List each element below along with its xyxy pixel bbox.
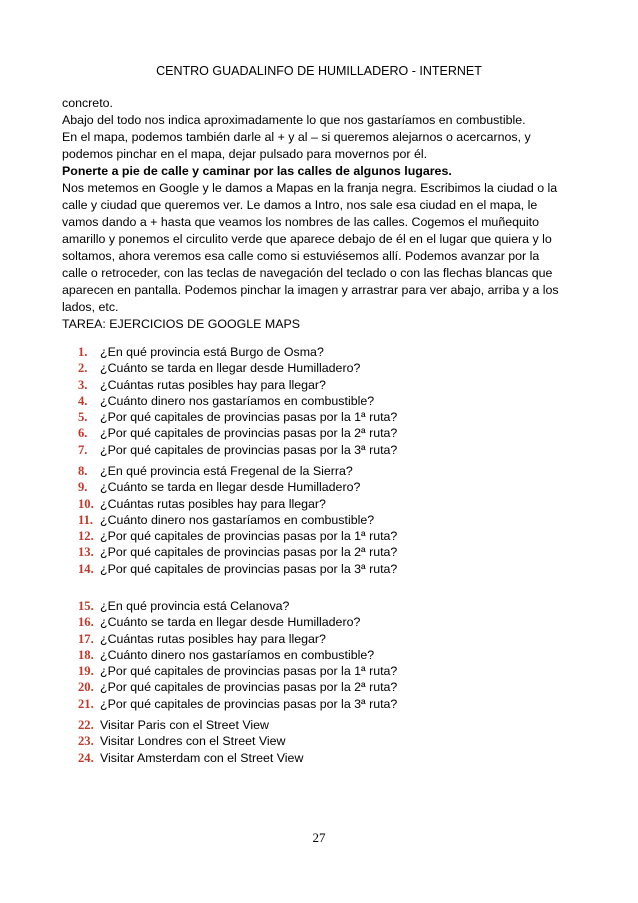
- section-line: amarillo y ponemos el circulito verde que aparece debajo de él en el lugar que quiera y lo: [62, 232, 552, 246]
- item-number: 1.: [78, 345, 88, 359]
- item-text: ¿En qué provincia está Burgo de Osma?: [100, 345, 324, 359]
- item-text: ¿Cuánto dinero nos gastaríamos en combustible?: [100, 393, 375, 408]
- item-text: ¿Por qué capitales de provincias pasas por la 2ª ruta?: [100, 680, 398, 695]
- item-number: 4.: [78, 393, 88, 408]
- page-header: CENTRO GUADALINFO DE HUMILLADERO - INTERNET: [156, 64, 482, 78]
- item-number: 22.: [78, 718, 94, 732]
- item-number: 16.: [78, 615, 94, 630]
- item-number: 2.: [78, 361, 88, 376]
- item-text: ¿Por qué capitales de provincias pasas por la 3ª ruta?: [100, 442, 398, 457]
- section-line: Nos metemos en Google y le damos a Mapas en la franja negra. Escribimos la ciudad o la: [62, 181, 558, 195]
- item-text: ¿Cuánto se tarda en llegar desde Humilladero?: [100, 361, 361, 376]
- question-group-3: [78, 598, 397, 712]
- list-item: [78, 463, 397, 479]
- item-number: 17.: [78, 631, 94, 646]
- item-text: Visitar Paris con el Street View: [100, 718, 269, 732]
- item-number: 5.: [78, 410, 88, 425]
- task-title: TAREA: EJERCICIOS DE GOOGLE MAPS: [62, 317, 300, 331]
- list-item: [78, 631, 397, 647]
- item-number: 3.: [78, 377, 88, 392]
- item-number: 19.: [78, 664, 94, 679]
- list-item: [78, 528, 397, 544]
- list-item: [78, 717, 303, 733]
- list-item: [78, 360, 397, 376]
- item-text: ¿Cuántas rutas posibles hay para llegar?: [100, 496, 326, 511]
- paragraph-line: Abajo del todo nos indica aproximadamente lo que nos gastaríamos en combustible.: [62, 113, 526, 127]
- section-line: aparecen en pantalla. Podemos pinchar la imagen y arrastrar para ver abajo, arriba y a los: [62, 283, 559, 297]
- item-number: 21.: [78, 696, 94, 711]
- item-number: 6.: [78, 426, 88, 441]
- section-line: calle o retroceder, con las teclas de navegación del teclado o con las flechas blancas que: [62, 266, 553, 280]
- list-item: [78, 344, 397, 360]
- item-text: ¿Cuántas rutas posibles hay para llegar?: [100, 631, 326, 646]
- list-item: [78, 679, 397, 695]
- item-number: 9.: [78, 480, 88, 495]
- street-view-tasks: [78, 717, 303, 766]
- list-item: [78, 598, 397, 614]
- page-number: 27: [312, 830, 326, 845]
- paragraph-line: En el mapa, podemos también darle al + y al – si queremos alejarnos o acercarnos, y: [62, 130, 531, 144]
- list-item: [78, 377, 397, 393]
- list-item: [78, 479, 397, 495]
- paragraph-line: concreto.: [62, 96, 113, 110]
- item-text: ¿Cuántas rutas posibles hay para llegar?: [100, 377, 326, 392]
- item-number: 15.: [78, 599, 94, 613]
- item-text: ¿Por qué capitales de provincias pasas por la 1ª ruta?: [100, 410, 398, 425]
- list-item: [78, 614, 397, 630]
- paragraph-text: [62, 95, 582, 163]
- section-line: lados, etc.: [62, 300, 119, 314]
- paragraph-line: podemos pinchar en el mapa, dejar pulsado para movernos por él.: [62, 147, 428, 161]
- item-number: 23.: [78, 734, 94, 749]
- list-item: [78, 544, 397, 560]
- item-text: ¿Cuánto se tarda en llegar desde Humilladero?: [100, 615, 361, 630]
- item-text: ¿En qué provincia está Fregenal de la Sierra?: [100, 464, 353, 478]
- item-number: 13.: [78, 545, 94, 560]
- item-number: 12.: [78, 529, 94, 544]
- list-item: [78, 496, 397, 512]
- item-text: ¿En qué provincia está Celanova?: [100, 599, 290, 613]
- item-number: 24.: [78, 750, 94, 765]
- item-text: ¿Por qué capitales de provincias pasas por la 2ª ruta?: [100, 545, 398, 560]
- intro-paragraph: [62, 95, 582, 163]
- section-text: [62, 163, 582, 316]
- list-item: [78, 425, 397, 441]
- item-text: ¿Cuánto se tarda en llegar desde Humilladero?: [100, 480, 361, 495]
- item-text: Visitar Amsterdam con el Street View: [100, 750, 304, 765]
- item-number: 20.: [78, 680, 94, 695]
- item-number: 14.: [78, 561, 94, 576]
- list-item: [78, 663, 397, 679]
- list-item: [78, 409, 397, 425]
- list-item: [78, 561, 397, 577]
- item-text: Visitar Londres con el Street View: [100, 734, 286, 749]
- item-text: ¿Cuánto dinero nos gastaríamos en combustible?: [100, 647, 375, 662]
- section-line: soltamos, ahora veremos esa calle como si estuviésemos allí. Podemos avanzar por la: [62, 249, 540, 263]
- list-item: [78, 696, 397, 712]
- section-heading: Ponerte a pie de calle y caminar por las calles de algunos lugares.: [62, 164, 452, 178]
- question-group-1: [78, 344, 397, 458]
- street-view-section: [62, 163, 582, 316]
- item-number: 7.: [78, 442, 88, 457]
- list-item: [78, 647, 397, 663]
- item-text: ¿Por qué capitales de provincias pasas por la 1ª ruta?: [100, 664, 398, 679]
- question-group-2: [78, 463, 397, 577]
- list-item: [78, 750, 303, 766]
- section-line: calle y ciudad que queremos ver. Le damos a Intro, nos sale esa ciudad en el mapa, le: [62, 198, 538, 212]
- item-number: 10.: [78, 496, 94, 511]
- list-item: [78, 733, 303, 749]
- item-number: 18.: [78, 647, 94, 662]
- item-text: ¿Por qué capitales de provincias pasas por la 3ª ruta?: [100, 561, 398, 576]
- item-text: ¿Por qué capitales de provincias pasas por la 2ª ruta?: [100, 426, 398, 441]
- item-text: ¿Cuánto dinero nos gastaríamos en combustible?: [100, 512, 375, 527]
- item-text: ¿Por qué capitales de provincias pasas por la 3ª ruta?: [100, 696, 398, 711]
- section-line: vamos dando a + hasta que veamos los nombres de las calles. Cogemos el muñequito: [62, 215, 539, 229]
- list-item: [78, 512, 397, 528]
- item-number: 8.: [78, 464, 88, 478]
- list-item: [78, 393, 397, 409]
- item-text: ¿Por qué capitales de provincias pasas por la 1ª ruta?: [100, 529, 398, 544]
- item-number: 11.: [78, 512, 94, 527]
- list-item: [78, 442, 397, 458]
